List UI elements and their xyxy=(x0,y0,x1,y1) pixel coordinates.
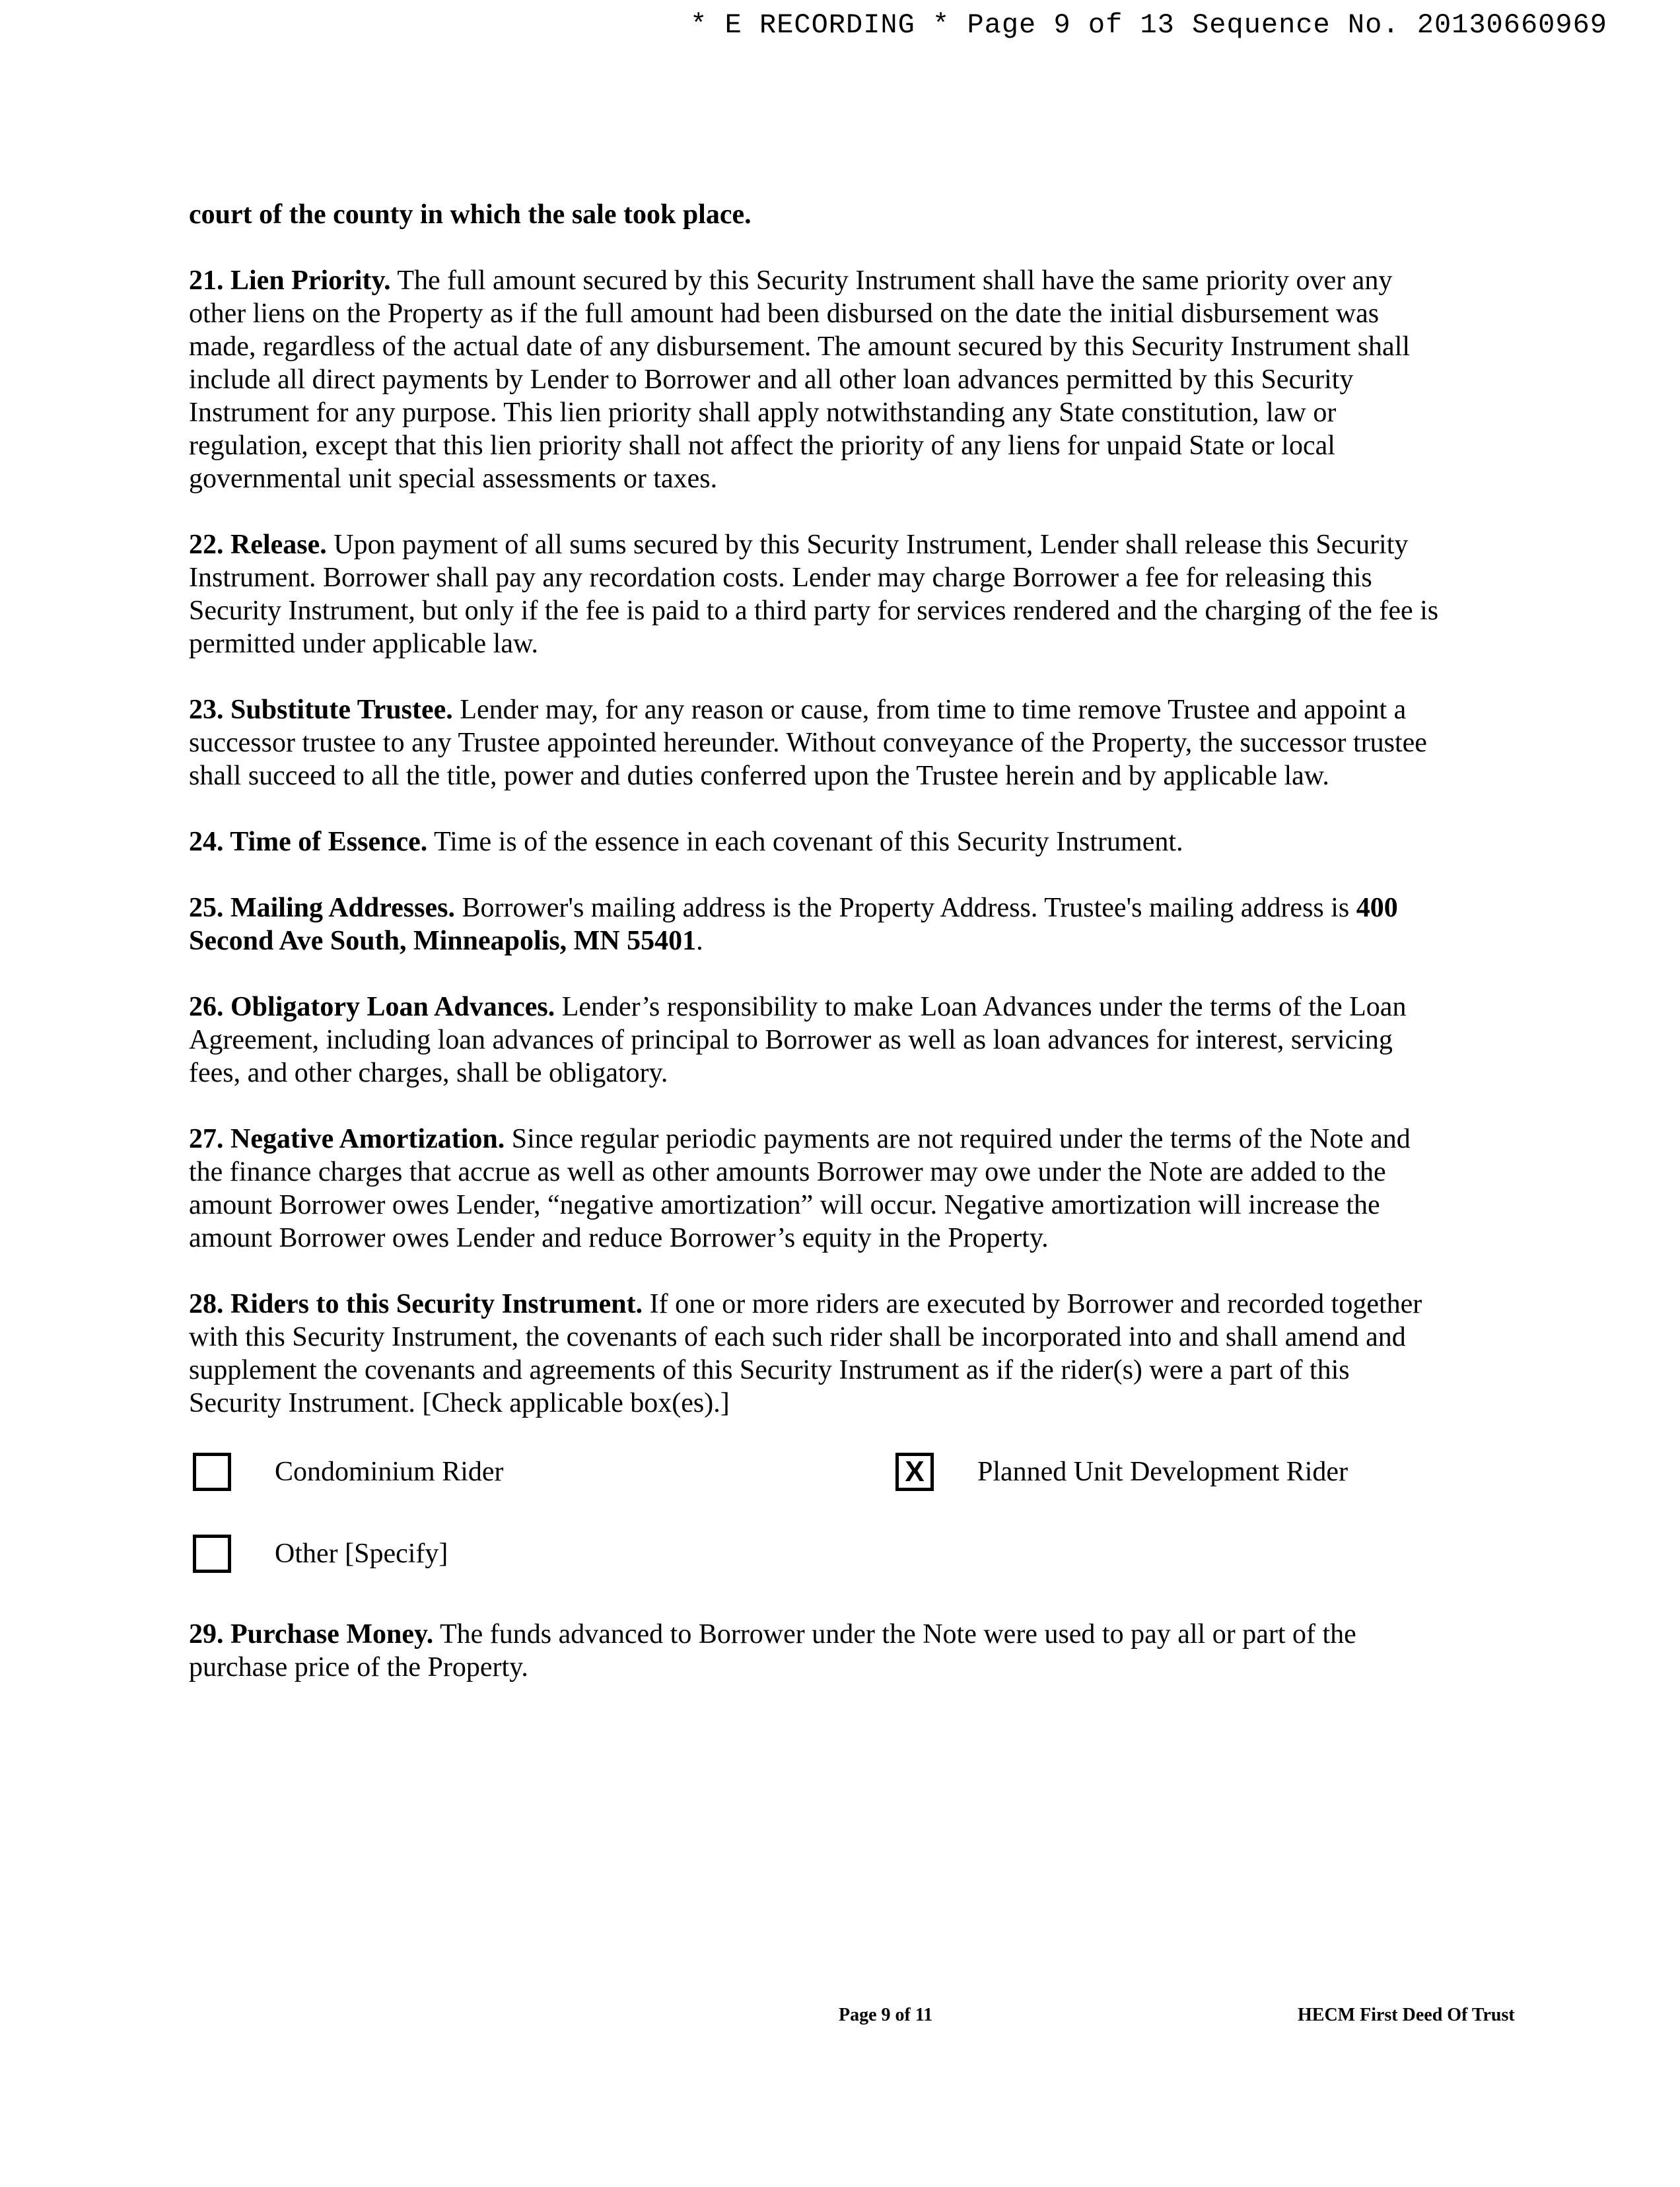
page-number: Page 9 of 11 xyxy=(839,2005,933,2025)
section-body: The full amount secured by this Security Instrument shall have the same priority over any other liens on the Property as if the full amount had been disbursed on the date the initial disbursement was made, regardless of the actual date of any disbursement. The amount secured by this Security Instrument shall include all direct payments by Lender to Borrower and all other loan advances permitted by this Security Instrument for any purpose. This lien priority shall apply notwithstanding any State constitution, law or regulation, except that this lien priority shall not affect the priority of any liens for unpaid State or local governmental unit special assessments or taxes. xyxy=(189,265,1411,494)
condominium-rider-checkbox[interactable] xyxy=(193,1453,231,1491)
section-body: If one or more riders are executed by Borrower and recorded together with this Security Instrument, the covenants of each such rider shall be incorporated into and shall amend and supplement the covenants and agreements of this Security Instrument as if the rider(s) were a part of this Security Instrument. [Check applicable box(es).] xyxy=(189,1289,1422,1418)
intro-continuation: court of the county in which the sale took place. xyxy=(189,199,752,230)
trustee-address: 400 Second Ave South, Minneapolis, MN 55401 xyxy=(189,893,1398,956)
section-title: 26. Obligatory Loan Advances. xyxy=(189,992,555,1022)
section-body: Borrower's mailing address is the Property Address. Trustee's mailing address is xyxy=(454,893,1356,923)
section-26-obligatory-loan-advances xyxy=(189,990,1444,1090)
section-body: Lender may, for any reason or cause, from time to time remove Trustee and appoint a successor trustee to any Trustee appointed hereunder. Without conveyance of the Property, the successor trustee shall succeed to all the title, power and duties conferred upon the Trustee herein and by applicable law. xyxy=(189,695,1427,791)
section-title: 21. Lien Priority. xyxy=(189,265,391,296)
section-28-riders xyxy=(189,1288,1444,1420)
section-body: The funds advanced to Borrower under the Note were used to pay all or part of the purchase price of the Property. xyxy=(189,1619,1356,1683)
section-body: Lender’s responsibility to make Loan Advances under the terms of the Loan Agreement, including loan advances of principal to Borrower as well as loan advances for interest, servicing fees, and other charges, shall be obligatory. xyxy=(189,992,1407,1088)
section-body: Time is of the essence in each covenant of this Security Instrument. xyxy=(427,827,1183,857)
section-title: 27. Negative Amortization. xyxy=(189,1124,505,1154)
pud-rider-checkbox[interactable]: X xyxy=(895,1453,934,1491)
section-body: Since regular periodic payments are not required under the terms of the Note and the finance charges that accrue as well as other amounts Borrower may owe under the Note are added to the amount Borrower owes Lender, “negative amortization” will occur. Negative amortization will increase the amount Borrower owes Lender and reduce Borrower’s equity in the Property. xyxy=(189,1124,1411,1253)
rider-label: Condominium Rider xyxy=(275,1457,504,1487)
section-title: 22. Release. xyxy=(189,530,327,560)
section-title: 28. Riders to this Security Instrument. xyxy=(189,1289,643,1319)
section-tail: . xyxy=(696,926,703,956)
section-25-mailing-addresses xyxy=(189,891,1444,957)
section-22-release xyxy=(189,528,1444,660)
rider-label: Planned Unit Development Rider xyxy=(977,1457,1348,1487)
rider-other xyxy=(193,1535,448,1573)
section-21-lien-priority xyxy=(189,264,1444,495)
section-24-time-of-essence xyxy=(189,825,1444,858)
rider-checkbox-group xyxy=(189,1453,1444,1611)
document-title-footer: HECM First Deed Of Trust xyxy=(1298,2005,1515,2025)
section-29-purchase-money xyxy=(189,1618,1444,1684)
section-body: Upon payment of all sums secured by this Security Instrument, Lender shall release this Security Instrument. Borrower shall pay any recordation costs. Lender may charge Borrower a fee for releasing this Security Instrument, but only if the fee is paid to a third party for services rendered and the charging of the fee is permitted under applicable law. xyxy=(189,530,1439,659)
other-rider-checkbox[interactable] xyxy=(193,1535,231,1573)
rider-condominium xyxy=(193,1453,504,1491)
section-title: 25. Mailing Addresses. xyxy=(189,893,455,923)
rider-planned-unit-development xyxy=(895,1453,1348,1491)
section-23-substitute-trustee xyxy=(189,693,1444,792)
document-body xyxy=(189,198,1444,1717)
section-title: 24. Time of Essence. xyxy=(189,827,428,857)
rider-label: Other [Specify] xyxy=(275,1539,448,1569)
section-title: 29. Purchase Money. xyxy=(189,1619,434,1649)
recording-stamp: * E RECORDING * Page 9 of 13 Sequence No. 20130660969 xyxy=(690,9,1607,41)
section-title: 23. Substitute Trustee. xyxy=(189,695,453,725)
section-27-negative-amortization xyxy=(189,1123,1444,1255)
